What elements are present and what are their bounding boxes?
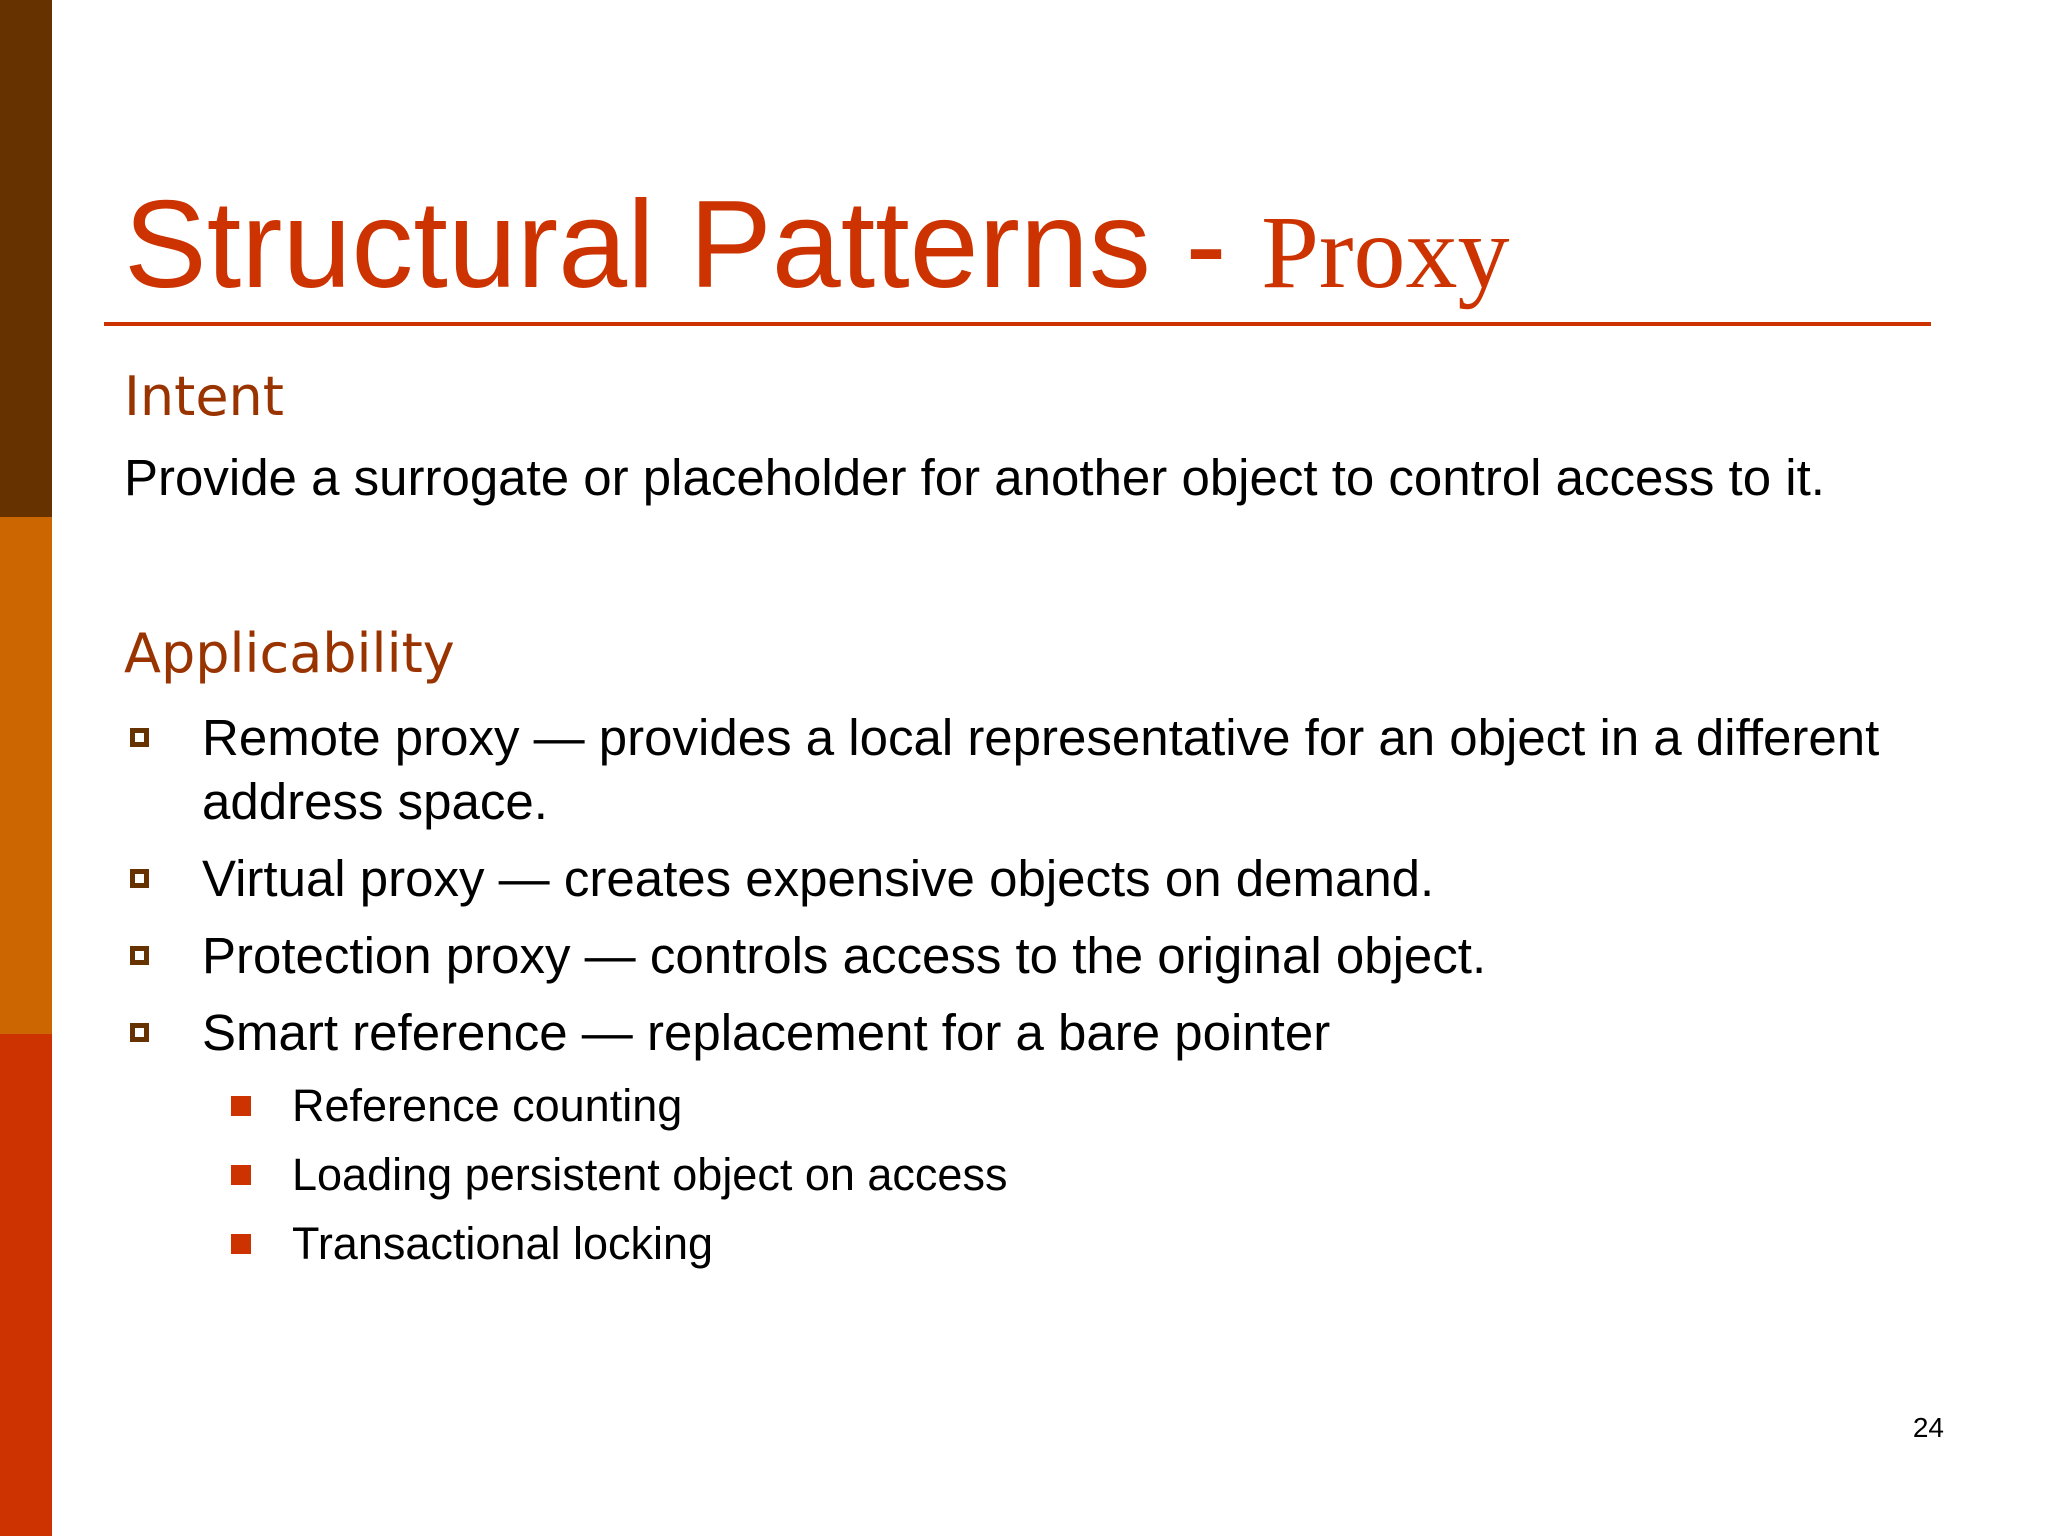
title-underline <box>104 322 1931 326</box>
applicability-heading: Applicability <box>124 622 455 685</box>
sub-bullet-reference-counting <box>124 1078 1944 1147</box>
sub-bullet-transactional-locking <box>124 1216 1944 1285</box>
filled-square-bullet-icon <box>231 1096 251 1116</box>
hollow-square-bullet-icon <box>130 1023 149 1042</box>
bullet-protection-proxy <box>124 924 1944 988</box>
sub-bullet-text: Transactional locking <box>292 1218 714 1269</box>
sub-bullet-group <box>124 1078 1944 1285</box>
side-bar-segment-middle <box>0 517 52 1034</box>
slide-title-accent: Proxy <box>1261 195 1510 310</box>
filled-square-bullet-icon <box>231 1234 251 1254</box>
bullet-text: Smart reference — replacement for a bare pointer <box>202 1004 1331 1061</box>
hollow-square-bullet-icon <box>130 869 149 888</box>
side-bar-segment-bottom <box>0 1034 52 1536</box>
bullet-smart-reference <box>124 1001 1944 1065</box>
sub-bullet-loading-persistent-object <box>124 1147 1944 1216</box>
hollow-square-bullet-icon <box>130 946 149 965</box>
side-bar-segment-top <box>0 0 52 517</box>
bullet-remote-proxy <box>124 706 1944 834</box>
bullet-text: Virtual proxy — creates expensive objects on demand. <box>202 850 1435 907</box>
slide-title <box>124 170 1510 328</box>
sub-bullet-text: Loading persistent object on access <box>292 1149 1008 1200</box>
bullet-text: Remote proxy — provides a local representative for an object in a different address space. <box>202 709 1880 830</box>
bullet-text: Protection proxy — controls access to the original object. <box>202 927 1487 984</box>
smart-reference-sub-list <box>124 1078 1944 1285</box>
hollow-square-bullet-icon <box>130 728 149 747</box>
side-accent-bar <box>0 0 52 1536</box>
slide-title-main: Structural Patterns - <box>124 176 1262 314</box>
applicability-list <box>124 706 1944 1285</box>
filled-square-bullet-icon <box>231 1165 251 1185</box>
intent-text: Provide a surrogate or placeholder for another object to control access to it. <box>124 449 1825 506</box>
intent-heading: Intent <box>124 365 284 428</box>
page-number: 24 <box>1912 1412 1944 1443</box>
bullet-virtual-proxy <box>124 847 1944 911</box>
sub-bullet-text: Reference counting <box>292 1080 683 1131</box>
